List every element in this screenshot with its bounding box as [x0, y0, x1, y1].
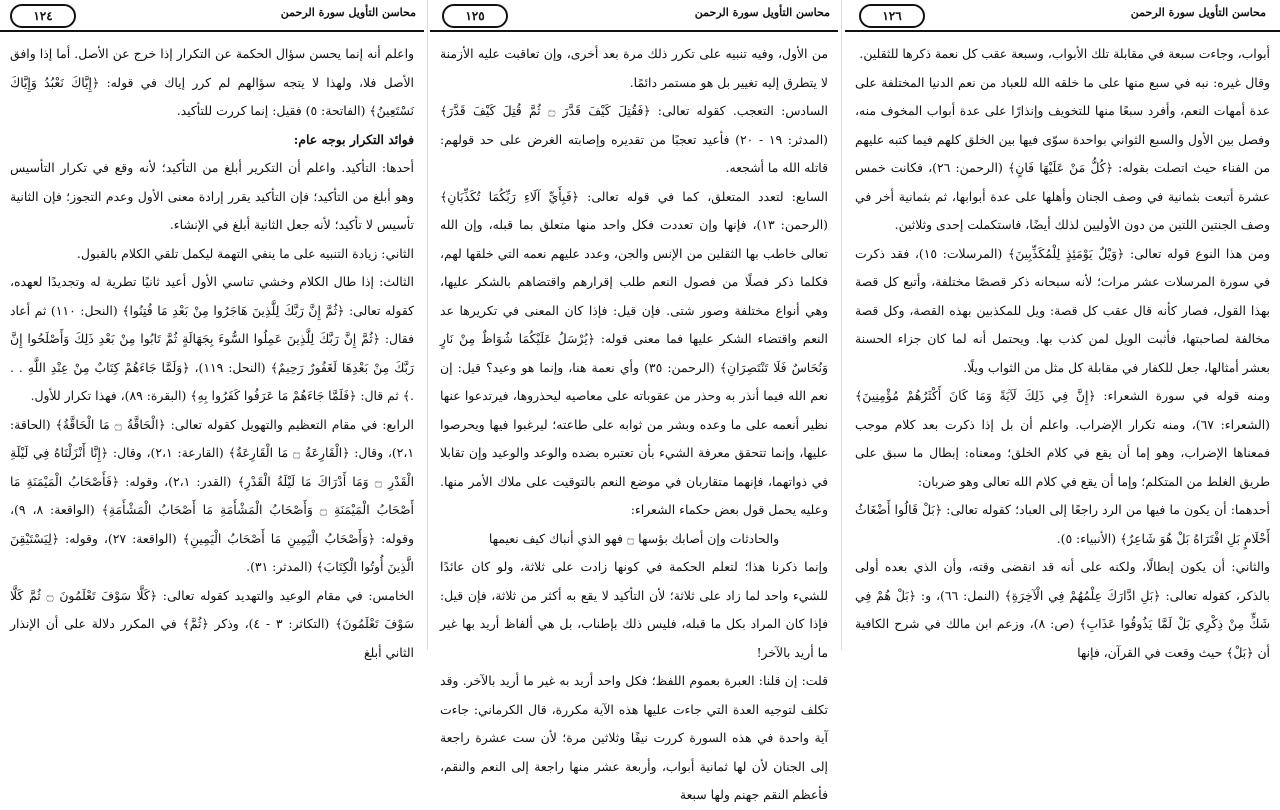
paragraph: وقال غيره: نبه في سبع منها على ما خلقه الله للعباد من نعم الدنيا المختلفة على عدة أمهات النعم، وأفرد سبعًا منها للتخويف وإنذارًا على عدة أبواب المخوف منه، وفصل بين الأول والسبع الثواني بواحدة سوّى فيها بين الخلق كلهم فيما كتبه عليهم من الفناء حيث اتصلت بقوله: ﴿كُلُّ مَنْ عَلَيْهَا فَانٍ﴾ (الرحمن: ٢٦)، فكانت خمس عشرة أتبعت بثمانية في وصف الجنان وأهلها على عدة أبوابها، ثم بثمانية أخر في وصف الجنتين اللتين من دون الأوليين لذلك أيضًا، فاستكملت إحدى وثلاثين. [855, 74, 1270, 232]
poetry-verse: والحادثات وإن أصابك بؤسها ۝ فهو الذي أنباك كيف نعيمها [488, 530, 780, 546]
paragraph: من الأول، وفيه تنبيه على تكرر ذلك مرة بعد أخرى، وإن تعاقبت عليه الأزمنة لا يتطرق إليه تغيير بل هو مستمر دائمًا. [440, 46, 828, 90]
paragraph: وإنما ذكرنا هذا؛ لتعلم الحكمة في كونها زادت على ثلاثة، ولو كان عائدًا للشيء واحد لما زاد على ثلاثة؛ لأن التأكيد لا يقع به أكثر من ثلاثة، فإن قيل: فإذا كان المراد بكل ما قبله، فليس ذلك بإطناب، بل هي ألفاظ أريد بها غير ما أريد بالآخر! [440, 559, 828, 660]
paragraph: أحدها: التأكيد. واعلم أن التكرير أبلغ من التأكيد؛ لأنه وقع في تكرار التأسيس وهو أبلغ من التأكيد؛ فإن التأكيد يقرر إرادة معنى الأول وعدم التجوز؛ فإن الثانية تأسيس لا تأكيد؛ لأنه جعل الثانية أبلغ في الإنشاء. [10, 160, 414, 232]
page-body [845, 32, 1280, 667]
paragraph: السابع: لتعدد المتعلق، كما في قوله تعالى: ﴿فَبِأَيِّ آلَاءِ رَبِّكُمَا تُكَذِّبَانِ﴾ (الرحمن: ١٣)، فإنها وإن تعددت فكل واحد منها متعلق بما قبله، وإن الله تعالى خاطب بها الثقلين من الإنس والجن، وعدد عليهم نعمه التي خلقها لهم، فكلما ذكر فصلًا من فصول النعم طلب إقرارهم واقتضاهم بالشكر عليها، وهي أنواع مختلفة وصور شتى. فإن قيل: فإذا كان المعنى في تكريرها عد النعم واقتضاء الشكر عليها فما معنى قوله: ﴿يُرْسَلُ عَلَيْكُمَا شُوَاظٌ مِنْ نَارٍ وَنُحَاسٌ فَلَا تَنْتَصِرَانِ﴾ (الرحمن: ٣٥) وأي نعمة هنا، وإنما هو وعيد؟ قيل: إن نعم الله فيما أنذر به وحذر من عقوباته على معاصيه ليحذروها، فيرتدعوا عنها نظير أنعمه على ما وعده وبشر من ثوابه على طاعته؛ ليرغبوا فيها ويحرصوا عليها، وإنما تتحقق معرفة الشيء بأن تعتبره بضده والوعد والوعيد وإن تقابلا في ذواتهما، فإنهما متقاربان في موضع النعم بالتوقيت على ملاك الأمر منها. وعليه يحمل قول بعض حكماء الشعراء: [440, 188, 828, 517]
page-124 [0, 0, 424, 660]
page-header [845, 0, 1280, 32]
paragraph: أبواب، وجاءت سبعة في مقابلة تلك الأبواب، وسبعة عقب كل نعمة ذكرها للثقلين. [859, 46, 1270, 61]
paragraph: واعلم أنه إنما يحسن سؤال الحكمة عن التكرار إذا خرج عن الأصل. أما إذا وافق الأصل فلا، ولهذا لا يتجه سؤالهم لم كرر إياك في قوله: ﴿إِيَّاكَ نَعْبُدُ وَإِيَّاكَ نَسْتَعِينُ﴾ (الفاتحة: ٥) فقيل: إنما كررت للتأكيد. [10, 46, 414, 118]
paragraph: الرابع: في مقام التعظيم والتهويل كقوله تعالى: ﴿الْحَاقَّةُ ۝ مَا الْحَاقَّةُ﴾ (الحاقة: ٢،١)، وقال: ﴿الْقَارِعَةُ ۝ مَا الْقَارِعَةُ﴾ (القارعة: ٢،١)، وقال: ﴿إِنَّا أَنْزَلْنَاهُ فِي لَيْلَةِ الْقَدْرِ ۝ وَمَا أَدْرَاكَ مَا لَيْلَةُ الْقَدْرِ﴾ (القدر: ٢،١)، وقوله: ﴿فَأَصْحَابُ الْمَيْمَنَةِ مَا أَصْحَابُ الْمَيْمَنَةِ ۝ وَأَصْحَابُ الْمَشْأَمَةِ مَا أَصْحَابُ الْمَشْأَمَةِ﴾ (الواقعة: ٨، ٩)، وقوله: ﴿وَأَصْحَابُ الْيَمِينِ مَا أَصْحَابُ الْيَمِينِ﴾ (الواقعة: ٢٧)، وقوله: ﴿لِيَسْتَيْقِنَ الَّذِينَ أُوتُوا الْكِتَابَ﴾ (المدثر: ٣١). [10, 416, 415, 574]
page-body [430, 32, 838, 810]
page-126 [845, 0, 1280, 660]
paragraph: السادس: التعجب. كقوله تعالى: ﴿فَقُتِلَ كَيْفَ قَدَّرَ ۝ ثُمَّ قُتِلَ كَيْفَ قَدَّرَ﴾ (المدثر: ١٩ - ٢٠) فأعيد تعجبًا من تقديره وإصابته الغرض على حد قولهم: قاتله الله ما أشجعه. [440, 103, 828, 175]
page-number: ١٢٥ [442, 4, 508, 28]
section-heading: فوائد التكرار بوجه عام: [293, 131, 414, 147]
page-gutter [841, 0, 842, 650]
page-gutter [427, 0, 428, 650]
running-header-title: محاسن التأويل سورة الرحمن [694, 6, 830, 19]
paragraph: ومن هذا النوع قوله تعالى: ﴿وَيْلٌ يَوْمَئِذٍ لِلْمُكَذِّبِينَ﴾ (المرسلات: ١٥)، فقد ذكرت في سورة المرسلات عشر مرات؛ لأنه سبحانه ذكر قصصًا مختلفة، وأتبع كل قصة بهذا القول، فصار كأنه قال عقب كل قصة: ويل للمكذبين بهذه القصة، وكل قصة مخالفة لصاحبتها، فأثبت الويل لمن كذب بها. ويحتمل أنه لما كان جزاء الحسنة بعشر أمثالها، جعل للكفار في مقابلة كل مثل من الثواب ويلًا. [855, 245, 1270, 375]
paragraph: قلت: إن قلنا: العبرة بعموم اللفظ؛ فكل واحد أريد به غير ما أريد بالآخر. وقد تكلف لتوجيه العدة التي جاءت عليها هذه الآية مكررة، قال الكرماني: جاءت آية واحدة في هذه السورة كررت نيفًا وثلاثين مرة؛ لأن ست عشرة راجعة إلى الجنان لأن لها ثمانية أبواب، وأربعة عشر منها راجعة إلى النعم والنقم، فأعظم النقم جهنم ولها سبعة [440, 673, 828, 802]
paragraph: الثاني: زيادة التنبيه على ما ينفي التهمة ليكمل تلقي الكلام بالقبول. [76, 245, 414, 261]
page-number: ١٢٦ [859, 4, 925, 28]
page-header [430, 0, 838, 32]
running-header-title: محاسن التأويل سورة الرحمن [1130, 6, 1266, 19]
paragraph: الثالث: إذا طال الكلام وخشي تناسي الأول أعيد ثانيًا تطرية له وتجديدًا لعهده، كقوله تعالى: ﴿ثُمَّ إِنَّ رَبَّكَ لِلَّذِينَ هَاجَرُوا مِنْ بَعْدِ مَا فُتِنُوا﴾ (النحل: ١١٠) ثم أعاد فقال: ﴿ثُمَّ إِنَّ رَبَّكَ لِلَّذِينَ عَمِلُوا السُّوءَ بِجَهَالَةٍ ثُمَّ تَابُوا مِنْ بَعْدِ ذَلِكَ وَأَصْلَحُوا إِنَّ رَبَّكَ مِنْ بَعْدِهَا لَغَفُورٌ رَحِيمٌ﴾ (النحل: ١١٩)، ﴿وَلَمَّا جَاءَهُمْ كِتَابٌ مِنْ عِنْدِ اللَّهِ . . .﴾ ثم قال: ﴿فَلَمَّا جَاءَهُمْ مَا عَرَفُوا كَفَرُوا بِهِ﴾ (البقرة: ٨٩)، فهذا تكرار للأول. [10, 274, 414, 403]
paragraph: الخامس: في مقام الوعيد والتهديد كقوله تعالى: ﴿كَلَّا سَوْفَ تَعْلَمُونَ ۝ ثُمَّ كَلَّا سَوْفَ تَعْلَمُونَ﴾ (التكاثر: ٣ - ٤)، وذكر ﴿ثُمَّ﴾ في المكرر دلالة على أن الإنذار الثاني أبلغ [10, 587, 414, 660]
paragraph: ومنه قوله في سورة الشعراء: ﴿إِنَّ فِي ذَلِكَ لَآيَةً وَمَا كَانَ أَكْثَرُهُمْ مُؤْمِنِينَ﴾ (الشعراء: ٦٧)، ومنه تكرار الإضراب. واعلم أن بل إذا ذكرت بعد كلام موجب فمعناها الإضراب، وهو إما أن يقع في كلام الخلق؛ ومعناه: إبطال ما سبق على طريق الغلط من المتكلم؛ وإما أن يقع في كلام الله تعالى وهو ضربان: [855, 388, 1270, 489]
page-number: ١٢٤ [10, 4, 76, 28]
page-125 [430, 0, 838, 802]
page-header [0, 0, 424, 32]
paragraph: والثاني: أن يكون إبطالًا، ولكنه على أنه قد انقضى وقته، وأن الذي بعده أولى بالذكر، كقوله تعالى: ﴿بَلِ ادَّارَكَ عِلْمُهُمْ فِي الْآخِرَةِ﴾ (النمل: ٦٦)، و: ﴿بَلْ هُمْ فِي شَكٍّ مِنْ ذِكْرِي بَلْ لَمَّا يَذُوقُوا عَذَابِ﴾ (ص: ٨)، وزعم ابن مالك في شرح الكافية أن ﴿بَلْ﴾ حيث وقعت في القرآن، فإنها [855, 559, 1271, 660]
page-body [0, 32, 424, 667]
running-header-title: محاسن التأويل سورة الرحمن [280, 6, 416, 19]
paragraph: أحدهما: أن يكون ما فيها من الرد راجعًا إلى العباد؛ كقوله تعالى: ﴿بَلْ قَالُوا أَضْغَاثُ أَحْلَامٍ بَلِ افْتَرَاهُ بَلْ هُوَ شَاعِرٌ﴾ (الأنبياء: ٥). [855, 502, 1270, 546]
